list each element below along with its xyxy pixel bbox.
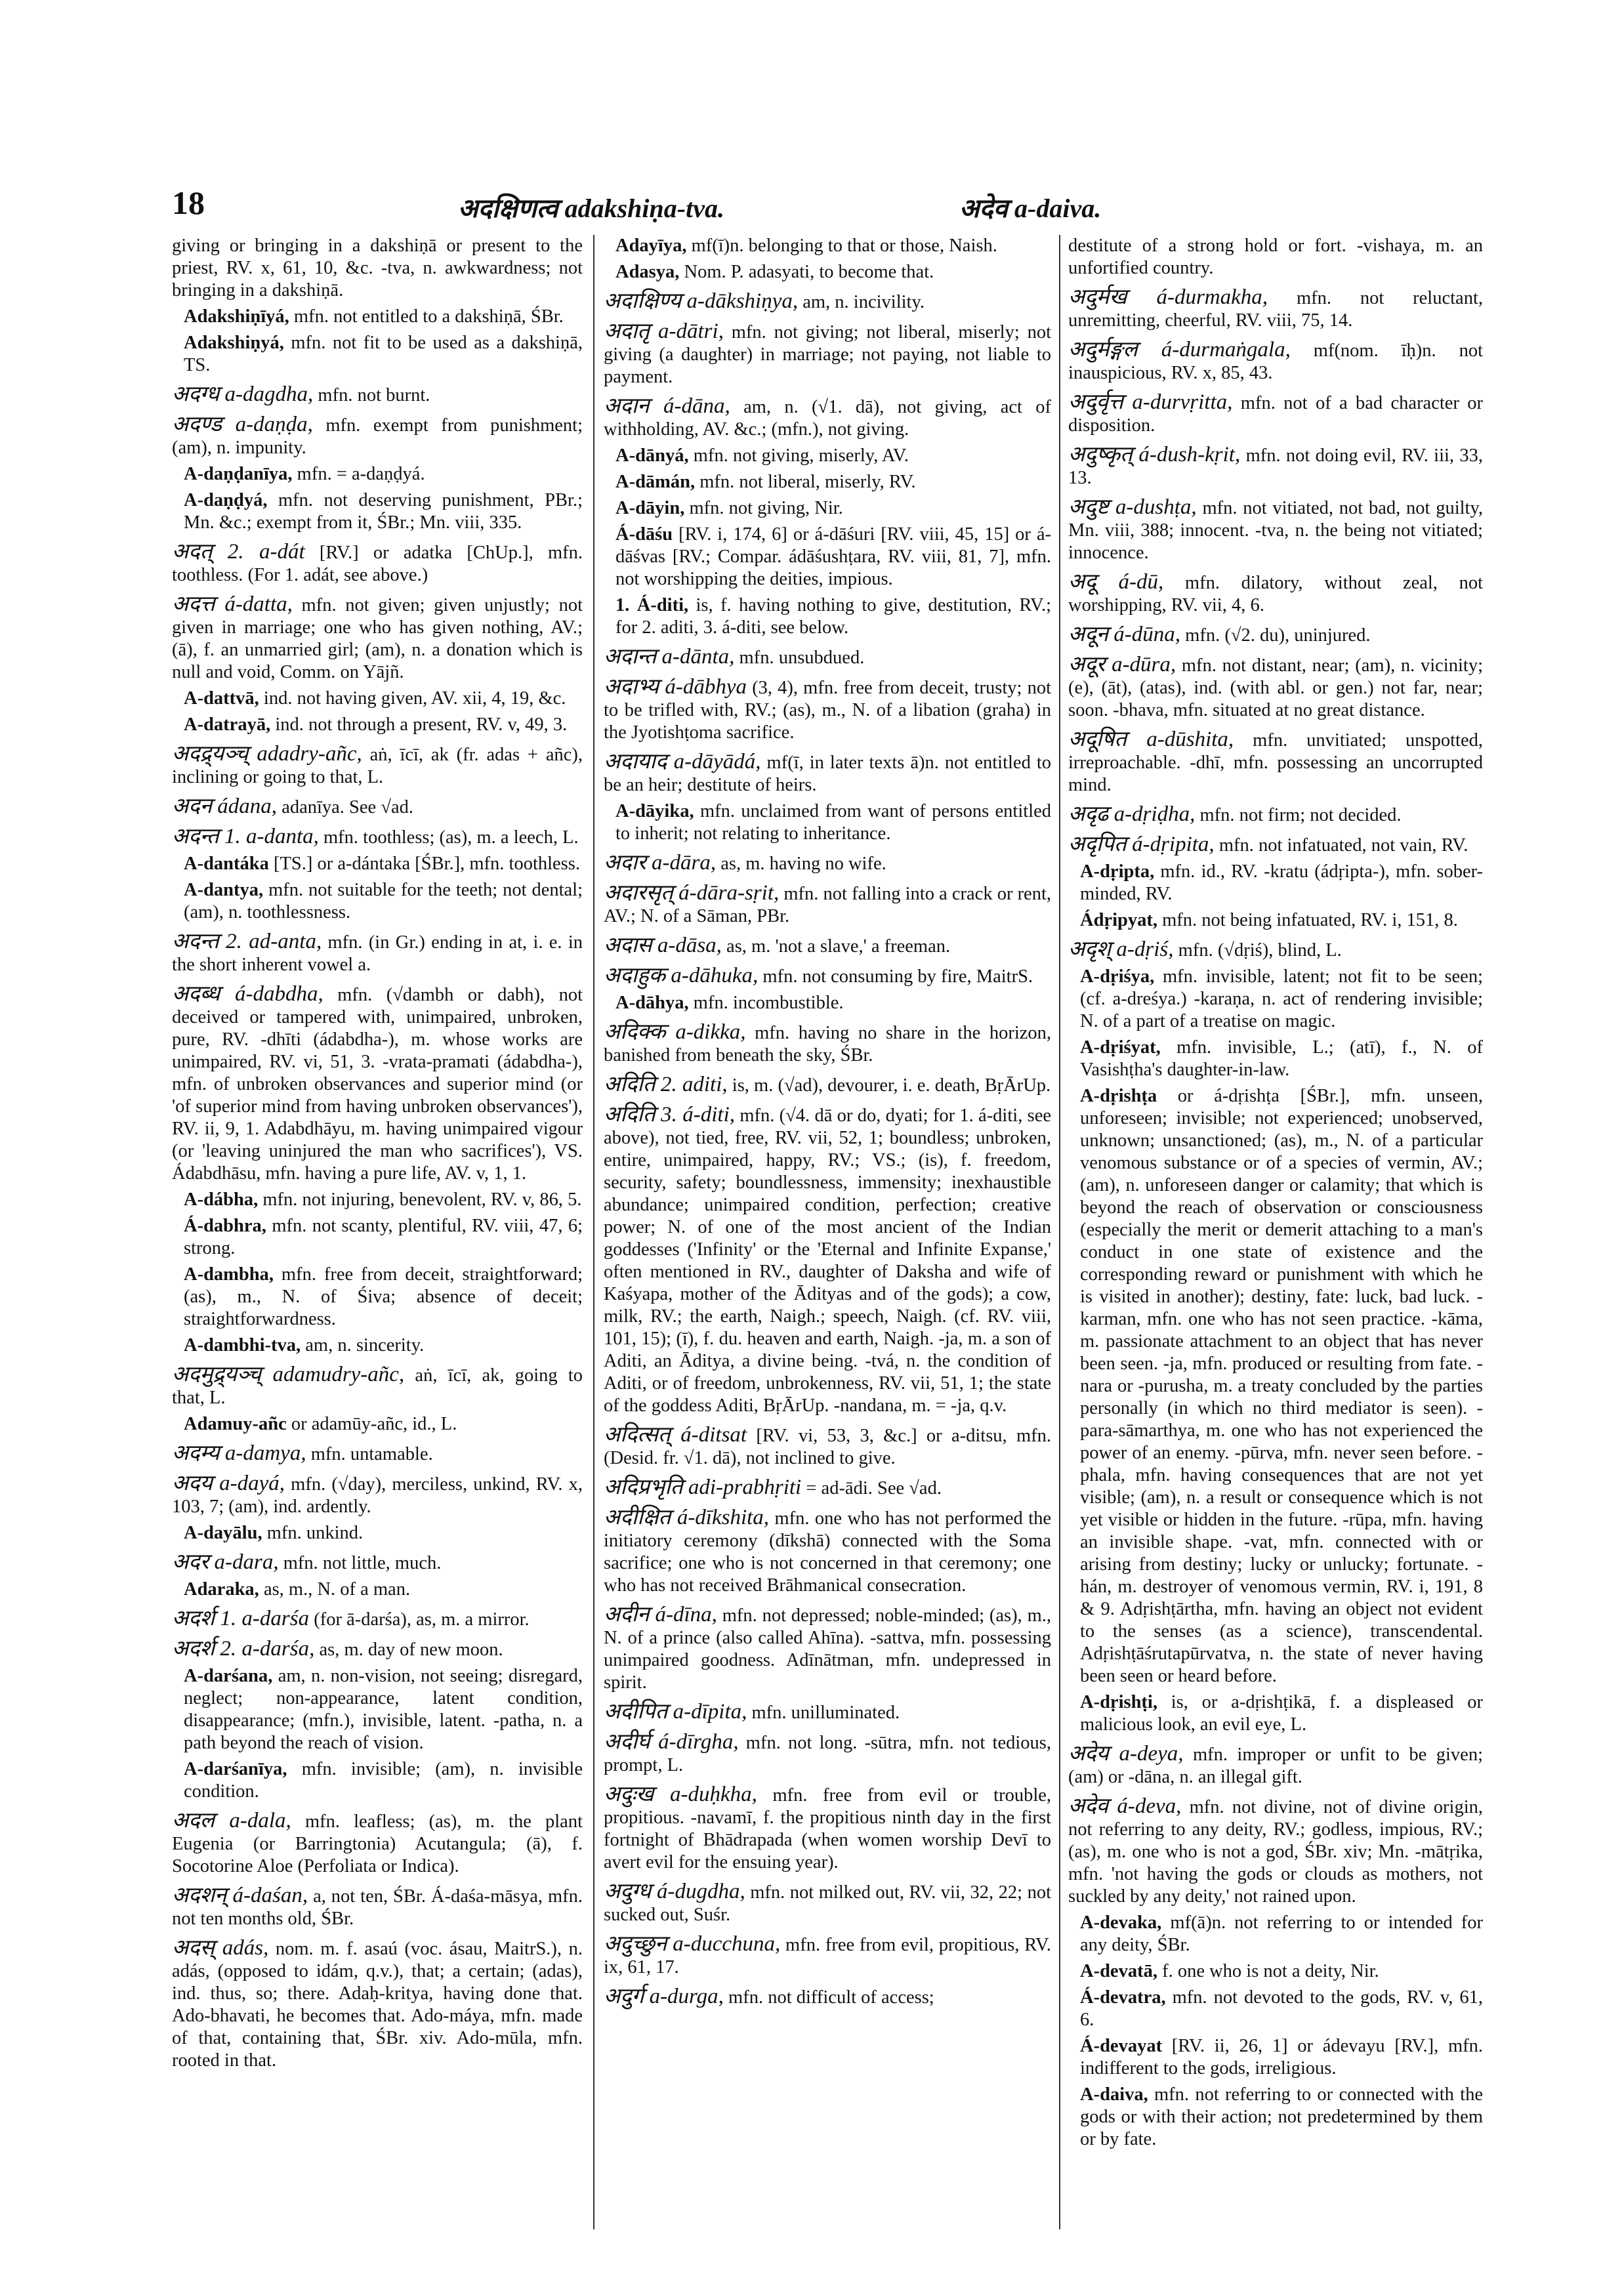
dictionary-entry: [1068, 1037, 1483, 1081]
dictionary-entry: [172, 930, 583, 976]
dictionary-entry: [604, 852, 1051, 875]
entry-definition: mfn. not giving, Nir.: [689, 498, 843, 518]
entry-headword: अदेय a-deya,: [1068, 1742, 1184, 1766]
dictionary-entry: [1068, 861, 1483, 905]
dictionary-entry: [1068, 1691, 1483, 1736]
dictionary-entry: [604, 445, 1051, 467]
dictionary-entry: [172, 853, 583, 875]
entry-definition: mfn. not reluctant, unremitting, cheerful, RV. viii, 75, 14.: [1068, 288, 1483, 331]
dictionary-entry: [172, 1264, 583, 1331]
dictionary-entry: [172, 413, 583, 459]
dictionary-entry: [604, 235, 1051, 257]
entry-definition: mfn. not scanty, plentiful, RV. viii, 47, 6; strong.: [184, 1216, 583, 1258]
entry-definition: mfn. not milked out, RV. vii, 32, 22; not sucked out, Suśr.: [604, 1882, 1051, 1925]
dictionary-entry: [172, 1884, 583, 1930]
dictionary-entry: [1068, 391, 1483, 437]
entry-headword: अदिक्क a-dikka,: [604, 1020, 746, 1044]
entry-headword: अदल a-dala,: [172, 1809, 291, 1832]
page-header: [172, 184, 1432, 230]
entry-definition: mfn. = a-daṇḍyá.: [297, 464, 425, 484]
dictionary-entry: [604, 1424, 1051, 1470]
entry-definition: mfn. not doing evil, RV. iii, 33, 13.: [1068, 445, 1483, 488]
entry-headword: अदग्ध a-dagdha,: [172, 382, 314, 406]
entry-definition: is, f. having nothing to give, destitution, RV.; for 2. aditi, 3. á-diti, see below.: [615, 595, 1051, 638]
entry-definition: destitute of a strong hold or fort. -vishaya, m. an unfortified country.: [1068, 236, 1483, 278]
entry-definition: mfn. invisible, latent; not fit to be seen; (cf. a-dreśya.) -karaṇa, n. act of rendering invisible; N. of a part of a treatise on magic.: [1080, 966, 1483, 1031]
entry-headword: A-dayālu,: [184, 1523, 262, 1543]
dictionary-entry: [1068, 966, 1483, 1033]
entry-definition: mfn. not suitable for the teeth; not dental; (am), n. toothlessness.: [184, 880, 583, 922]
entry-headword: Adasya,: [615, 262, 680, 282]
column-divider: [593, 235, 594, 2229]
entry-headword: अदुर्वृत्त a-durvṛitta,: [1068, 390, 1233, 414]
entry-headword: अदान्त a-dānta,: [604, 645, 735, 669]
column-divider: [1059, 235, 1060, 2229]
entry-definition: mfn. not liberal, miserly, RV.: [699, 472, 916, 492]
entry-definition: mfn. unsubdued.: [739, 648, 865, 668]
dictionary-entry: [172, 1363, 583, 1409]
entry-headword: अदुर्मङ्गल á-durmaṅgala,: [1068, 338, 1291, 362]
entry-headword: अदर्श 1. a-darśa: [172, 1607, 310, 1630]
dictionary-entry: [172, 306, 583, 328]
entry-definition: mfn. not depressed; noble-minded; (as), m., N. of a prince (also called Ahīna). -sattva, mfn. possessing unimpaired goodness. Adīnātman, mfn. undepressed in spirit.: [604, 1605, 1051, 1693]
entry-headword: अदास a-dāsa,: [604, 934, 722, 957]
dictionary-entry: [172, 688, 583, 710]
dictionary-entry: [1068, 1795, 1483, 1908]
entry-definition: [RV. vi, 53, 3, &c.] or a-ditsu, mfn. (Desid. fr. √1. dā), not inclined to give.: [604, 1426, 1051, 1468]
entry-definition: as, m. 'not a slave,' a freeman.: [726, 936, 951, 957]
entry-definition: mfn. not fit to be used as a dakshiṇā, TS.: [184, 333, 583, 375]
dictionary-entry: [1068, 2084, 1483, 2151]
entry-definition: or adamūy-añc, id., L.: [291, 1414, 457, 1434]
entry-headword: Adaraka,: [184, 1579, 259, 1600]
entry-definition: aṅ, īcī, ak, going to that, L.: [172, 1365, 583, 1408]
dictionary-entry: [172, 1758, 583, 1803]
entry-headword: अदद्र्यञ्च् adadry-añc,: [172, 742, 362, 766]
entry-definition: Nom. P. adasyati, to become that.: [684, 262, 934, 282]
entry-definition: mfn. not giving; not liberal, miserly; not giving (a daughter) in marriage; not paying, not liable to payment.: [604, 322, 1051, 387]
entry-definition: am, n. non-vision, not seeing; disregard, neglect; non-appearance, latent condition, disappearance; (mfn.), invisible, latent. -patha, n. a path beyond the reach of vision.: [184, 1666, 583, 1753]
entry-headword: Á-dāśu: [615, 524, 673, 545]
entry-headword: अदर्श 2. a-darśa,: [172, 1637, 315, 1661]
entry-headword: अदय a-dayá,: [172, 1472, 285, 1495]
entry-headword: A-darśana,: [184, 1666, 273, 1686]
entry-headword: अदून á-dūna,: [1068, 623, 1181, 646]
entry-definition: mfn. unvitiated; unspotted, irreproachable. -dhī, mfn. possessing an uncorrupted mind.: [1068, 730, 1483, 795]
entry-definition: as, m. having no wife.: [720, 854, 886, 874]
dictionary-entry: [604, 1476, 1051, 1500]
entry-headword: अदत्त á-datta,: [172, 592, 293, 616]
entry-headword: अदन ádana,: [172, 795, 278, 818]
dictionary-entry: [172, 1334, 583, 1357]
dictionary-entry: [1068, 623, 1483, 647]
entry-headword: अदस् adás,: [172, 1936, 269, 1960]
entry-headword: A-dṛiśya,: [1080, 966, 1155, 987]
entry-definition: mf(ī)n. belonging to that or those, Naish.: [691, 236, 997, 256]
dictionary-entry: [604, 882, 1051, 928]
entry-headword: A-daṇḍyá,: [184, 490, 268, 510]
column-1: [172, 235, 583, 2229]
entry-headword: अदान á-dāna,: [604, 394, 730, 418]
dictionary-entry: [604, 676, 1051, 744]
entry-definition: mfn. incombustible.: [693, 993, 844, 1013]
dictionary-entry: [604, 497, 1051, 520]
dictionary-entry: [604, 471, 1051, 493]
dictionary-entry: [604, 261, 1051, 283]
dictionary-entry: [172, 1522, 583, 1544]
dictionary-entry: [604, 395, 1051, 441]
dictionary-entry: [1068, 728, 1483, 796]
entry-headword: Adakshiṇyá,: [184, 333, 284, 353]
dictionary-entry: [172, 1551, 583, 1575]
entry-definition: mfn. not of a bad character or disposition.: [1068, 393, 1483, 436]
dictionary-entry: [172, 1809, 583, 1878]
entry-headword: अदुःख a-duḥkha,: [604, 1783, 757, 1806]
entry-definition: mfn. (√dambh or dabh), not deceived or tampered with, unimpaired, unbroken, pure, RV. -dhīti (ádabdha-), m. whose works are unimpaired, RV. vi, 51, 3. -vrata-pramati (ádabdha-), mfn. of unbroken observances and superior mind (or 'of superior mind from having unbroken observances'), RV. ii, 9, 1. Adabdhāyu, m. having unimpaired vigour (or 'leaving uninjured the man who sacrifices'), VS. Ádabdhāsu, mfn. having a pure life, AV. v, 1, 1.: [172, 985, 583, 1184]
entry-definition: aṅ, īcī, ak (fr. adas + añc), inclining or going to that, L.: [172, 745, 583, 787]
entry-headword: अदृढ a-dṛiḍha,: [1068, 802, 1196, 826]
entry-definition: mfn. unclaimed from want of persons entitled to inherit; not relating to inheritance.: [615, 801, 1051, 844]
entry-definition: mfn. one who has not performed the initiatory ceremony (dīkshā) connected with the Soma sacrifice; one who is not concerned in that ceremony; one who has not received Brāhmanical consecration.: [604, 1508, 1051, 1596]
entry-headword: अदम्य a-damya,: [172, 1441, 306, 1465]
entry-definition: mfn. not falling into a crack or rent, AV.; N. of a Sāman, PBr.: [604, 884, 1051, 926]
entry-definition: (3, 4), mfn. free from deceit, trusty; not to be trifled with, RV.; (as), m., N. of a libation (graha) in the Jyotishṭoma sacrifice.: [604, 678, 1051, 743]
entry-headword: Á-dabhra,: [184, 1216, 266, 1236]
dictionary-entry: [604, 992, 1051, 1014]
dictionary-entry: [172, 983, 583, 1185]
entry-definition: [RV. ii, 26, 1] or ádevayu [RV.], mfn. indifferent to the gods, irreligious.: [1080, 2036, 1483, 2078]
dictionary-entry: [1068, 833, 1483, 857]
entry-headword: अदण्ड a-daṇḍa,: [172, 413, 313, 436]
entry-headword: A-devatā,: [1080, 1961, 1157, 1981]
dictionary-entry: [1068, 2035, 1483, 2080]
entry-definition: a, not ten, ŚBr. Á-daśa-māsya, mfn. not ten months old, ŚBr.: [172, 1886, 583, 1929]
entry-definition: mfn. improper or unfit to be given; (am) or -dāna, n. an illegal gift.: [1068, 1745, 1483, 1787]
entry-definition: mfn. dilatory, without zeal, not worshipping, RV. vii, 4, 6.: [1068, 573, 1483, 615]
entry-headword: अदुर्मख á-durmakha,: [1068, 285, 1268, 309]
entry-headword: A-daiva,: [1080, 2084, 1148, 2105]
entry-definition: mfn. not little, much.: [283, 1553, 442, 1573]
entry-definition: mfn. (in Gr.) ending in at, i. e. in the short inherent vowel a.: [172, 932, 583, 975]
entry-headword: अदातृ a-dātri,: [604, 320, 724, 343]
entry-headword: अदेव á-deva,: [1068, 1794, 1182, 1818]
entry-headword: अदीक्षित á-dīkshita,: [604, 1506, 770, 1529]
entry-definition: adanīya. See √ad.: [281, 797, 413, 817]
dictionary-entry: [604, 594, 1051, 639]
entry-headword: अदिति 2. aditi,: [604, 1073, 728, 1096]
entry-headword: 1. Á-diti,: [615, 595, 689, 615]
dictionary-entry: [604, 800, 1051, 845]
entry-headword: अदूर a-dūra,: [1068, 653, 1176, 676]
running-head-left: अदक्षिणत्व adakshiṇa-tva.: [458, 194, 724, 223]
dictionary-entry: [1068, 653, 1483, 722]
entry-headword: अदुग्ध á-dugdha,: [604, 1880, 745, 1903]
dictionary-entry: [172, 235, 583, 302]
entry-headword: अदाभ्य á-dābhya: [604, 675, 747, 699]
dictionary-entry: [172, 1579, 583, 1601]
entry-definition: am, n. (√1. dā), not giving, act of withholding, AV. &c.; (mfn.), not giving.: [604, 397, 1051, 440]
entry-headword: A-dāmán,: [615, 472, 696, 492]
dictionary-entry: [172, 1442, 583, 1466]
dictionary-entry: [1068, 1912, 1483, 1956]
dictionary-entry: [172, 1215, 583, 1260]
entry-headword: अदुच्छुन a-ducchuna,: [604, 1932, 781, 1956]
entry-definition: mfn. not deserving punishment, PBr.; Mn. &c.; exempt from it, ŚBr.; Mn. viii, 335.: [184, 490, 583, 533]
entry-definition: nom. m. f. asaú (voc. ásau, MaitrS.), n. adás, (opposed to idám, q.v.), that; a certain; (adas), ind. thus, so; there. Adaḥ-kritya, having done that. Ado-bhavati, he becomes that. Ado-máya, mfn. made of that, containing that, ŚBr. xiv. Ado-mūla, mfn. rooted in that.: [172, 1939, 583, 2071]
entry-headword: अदीर्घ á-dīrgha,: [604, 1730, 739, 1754]
entry-definition: mf(ī, in later texts ā)n. not entitled to be an heir; destitute of heirs.: [604, 753, 1051, 795]
entry-headword: A-dṛishṭa: [1080, 1086, 1157, 1106]
dictionary-entry: [172, 1607, 583, 1631]
entry-definition: = ad-ādi. See √ad.: [806, 1478, 942, 1499]
entry-definition: mfn. (√day), merciless, unkind, RV. x, 103, 7; (am), ind. ardently.: [172, 1474, 583, 1517]
entry-definition: mfn. free from deceit, straightforward; (as), m., N. of Śiva; absence of deceit; straightforwardness.: [184, 1264, 583, 1329]
entry-definition: as, m. day of new moon.: [319, 1640, 503, 1660]
dictionary-entry: [172, 383, 583, 407]
entry-definition: mfn. invisible, L.; (atī), f., N. of Vasishṭha's daughter-in-law.: [1080, 1037, 1483, 1080]
entry-definition: mfn. not entitled to a dakshiṇā, ŚBr.: [293, 306, 564, 327]
entry-definition: mfn. unkind.: [266, 1523, 364, 1543]
entry-definition: f. one who is not a deity, Nir.: [1162, 1961, 1379, 1981]
entry-headword: A-dambhi-tva,: [184, 1335, 301, 1355]
entry-headword: अदिप्रभृति adi-prabhṛiti: [604, 1476, 802, 1499]
entry-headword: अदीन á-dīna,: [604, 1603, 717, 1626]
dictionary-entry: [172, 489, 583, 534]
entry-headword: A-dantya,: [184, 880, 264, 900]
dictionary-entry: [1068, 1987, 1483, 2031]
dictionary-entry: [1068, 571, 1483, 617]
entry-headword: A-daṇḍanīya,: [184, 464, 293, 484]
dictionary-entry: [604, 1073, 1051, 1097]
entry-definition: [TS.] or a-dántaka [ŚBr.], mfn. toothless.: [274, 854, 580, 874]
entry-headword: Adakshiṇīyá,: [184, 306, 289, 327]
entry-headword: A-dambha,: [184, 1264, 274, 1285]
entry-definition: mfn. unilluminated.: [751, 1703, 900, 1723]
entry-definition: mfn. not vitiated, not bad, not guilty, Mn. viii, 388; innocent. -tva, n. the being not vitiated; innocence.: [1068, 498, 1483, 563]
entry-headword: अदर a-dara,: [172, 1550, 279, 1574]
entry-definition: mfn. (√dṛiś), blind, L.: [1178, 940, 1342, 961]
dictionary-entry: [172, 825, 583, 849]
dictionary-entry: [604, 934, 1051, 958]
entry-definition: mfn. not infatuated, not vain, RV.: [1218, 835, 1468, 856]
dictionary-entry: [1068, 339, 1483, 384]
entry-definition: (for ā-darśa), as, m. a mirror.: [314, 1609, 530, 1630]
entry-headword: Adamuy-añc: [184, 1414, 287, 1434]
entry-definition: mfn. (√2. du), uninjured.: [1185, 625, 1371, 646]
entry-headword: A-dattvā,: [184, 688, 259, 709]
dictionary-entry: [172, 463, 583, 486]
entry-headword: A-dāyin,: [615, 498, 685, 518]
entry-definition: or á-dṛishṭa [ŚBr.], mfn. unseen, unforeseen; invisible; not experienced; unobserved, unknown; unsanctioned; (as), m., N. of a particular venomous substance or of a species of vermin, AV.; (am), n. unforeseen danger or calamity; that which is beyond the reach of observation or consciousness (especially the merit or demerit attaching to a man's conduct in one state of existence and the corresponding reward or punishment with which he is visited in another); destiny, fate: luck, bad luck. -karman, mfn. one who has not seen practice. -kāma, m. passionate attachment to an object that has never been seen. -ja, mfn. produced or resulting from fate. -nara or -purusha, m. a treaty concluded by the parties personally (in which no third mediator is seen). -para-sāmarthya, m. one who has not experienced the power of an enemy. -pūrva, mfn. never seen before. -phala, mfn. having consequences that are not yet visible; (am), n. a result or consequence which is not yet visible or hidden in the future. -rūpa, mfn. having an invisible shape. -vat, mfn. connected with or arising from destiny; lucky or unlucky; fortunate. -hán, m. destroyer of venomous vermin, RV. i, 191, 8 & 9. Adṛishṭārtha, mfn. having an object not evident to the senses (as a science), transcendental. Adṛishṭāśrutapūrvatva, n. the state of never having been seen or heard before.: [1080, 1086, 1483, 1686]
entry-headword: अदन्त 1. a-danta,: [172, 825, 319, 848]
entry-definition: mf(ā)n. not referring to or intended for any deity, ŚBr.: [1080, 1912, 1483, 1955]
entry-definition: mfn. not consuming by fire, MaitrS.: [762, 966, 1033, 987]
entry-headword: अदीपित a-dīpita,: [604, 1700, 747, 1724]
dictionary-entry: [172, 1472, 583, 1518]
entry-definition: mfn. id., RV. -kratu (ádṛipta-), mfn. sober-minded, RV.: [1080, 861, 1483, 904]
dictionary-entry: [604, 1021, 1051, 1067]
entry-headword: अदाहुक a-dāhuka,: [604, 964, 759, 987]
dictionary-entry: [604, 1731, 1051, 1777]
entry-headword: अदुर्ग a-durga,: [604, 1985, 724, 2008]
entry-definition: am, n. incivility.: [802, 292, 925, 312]
dictionary-entry: [604, 524, 1051, 590]
page-number: 18: [172, 184, 205, 221]
entry-headword: A-dṛipta,: [1080, 861, 1155, 882]
entry-definition: mfn. untamable.: [310, 1444, 433, 1464]
entry-definition: mfn. not referring to or connected with the gods or with their action; not predetermined by them or by fate.: [1080, 2084, 1483, 2149]
dictionary-entry: [172, 541, 583, 587]
dictionary-entry: [604, 1506, 1051, 1597]
dictionary-entry: [1068, 286, 1483, 332]
dictionary-entry: [1068, 1085, 1483, 1687]
entry-definition: mfn. not firm; not decided.: [1199, 805, 1402, 825]
dictionary-entry: [604, 290, 1051, 314]
entry-headword: अदृश् a-dṛiś,: [1068, 938, 1174, 961]
entry-headword: अदन्त 2. ad-anta,: [172, 930, 322, 953]
entry-headword: A-dāhya,: [615, 993, 689, 1013]
entry-headword: अदृपित á-dṛipita,: [1068, 833, 1215, 856]
dictionary-entry: [172, 1638, 583, 1661]
dictionary-entry: [604, 964, 1051, 988]
entry-headword: अदुष्कृत् á-dush-kṛit,: [1068, 443, 1241, 466]
entry-definition: [RV.] or adatka [ChUp.], mfn. toothless. (For 1. adát, see above.): [172, 543, 583, 585]
entry-definition: mfn. exempt from punishment; (am), n. impunity.: [172, 415, 583, 458]
dictionary-entry: [1068, 444, 1483, 489]
entry-headword: A-datrayā,: [184, 714, 271, 735]
dictionary-entry: [172, 795, 583, 819]
dictionary-entry: [172, 332, 583, 377]
dictionary-entry: [172, 1413, 583, 1436]
entry-definition: mfn. not divine, not of divine origin, not referring to any deity, RV.; godless, impious, RV.; (as), m. one who is not a god, ŚBr. xiv; Mn. -mātṛika, mfn. 'not having the gods or clouds as mothers, not suckled by any deity,' not rained upon.: [1068, 1797, 1483, 1907]
entry-definition: is, or a-dṛishṭikā, f. a displeased or malicious look, an evil eye, L.: [1080, 1692, 1483, 1735]
entry-definition: mf(nom. īḥ)n. not inauspicious, RV. x, 85, 43.: [1068, 341, 1483, 383]
entry-headword: A-dábha,: [184, 1189, 259, 1210]
dictionary-entry: [604, 1603, 1051, 1694]
entry-definition: mfn. not being infatuated, RV. i, 151, 8.: [1162, 910, 1458, 930]
dictionary-entry: [604, 1104, 1051, 1417]
dictionary-entry: [604, 1933, 1051, 1979]
dictionary-entry: [604, 1880, 1051, 1926]
entry-definition: mfn. invisible; (am), n. invisible condition.: [184, 1759, 583, 1802]
entry-definition: ind. not through a present, RV. v, 49, 3.: [275, 714, 568, 735]
entry-definition: mfn. not burnt.: [318, 385, 430, 405]
entry-definition: is, m. (√ad), devourer, i. e. death, BṛĀrUp.: [732, 1075, 1051, 1096]
entry-headword: अदू á-dū,: [1068, 570, 1164, 594]
dictionary-entry: [604, 1701, 1051, 1724]
dictionary-entry: [172, 593, 583, 684]
entry-headword: Adayīya,: [615, 236, 687, 256]
entry-headword: A-dānyá,: [615, 445, 689, 466]
entry-headword: A-dantáka: [184, 854, 269, 874]
column-3: [1068, 235, 1483, 2229]
dictionary-entry: [1068, 235, 1483, 279]
entry-definition: mfn. toothless; (as), m. a leech, L.: [323, 827, 579, 848]
dictionary-entry: [604, 320, 1051, 388]
entry-definition: as, m., N. of a man.: [263, 1579, 411, 1600]
entry-headword: अदिति 3. á-diti,: [604, 1103, 735, 1127]
dictionary-entry: [172, 1937, 583, 2072]
dictionary-entry: [172, 1665, 583, 1754]
entry-definition: ind. not having given, AV. xii, 4, 19, &c.: [263, 688, 566, 709]
dictionary-entry: [604, 646, 1051, 669]
entry-definition: [RV. i, 174, 6] or á-dāśuri [RV. viii, 45, 15] or á-dāśvas [RV.; Compar. ádāśushṭara, RV. viii, 81, 7], mfn. not worshipping the deities, impious.: [615, 524, 1051, 589]
entry-definition: mfn. having no share in the horizon, banished from beneath the sky, ŚBr.: [604, 1023, 1051, 1065]
entry-headword: अदुष्ट a-dushṭa,: [1068, 495, 1197, 519]
entry-definition: mfn. free from evil, propitious, RV. ix, 61, 17.: [604, 1935, 1051, 1977]
entry-definition: mfn. leafless; (as), m. the plant Eugenia (or Barringtonia) Acutangula; (ā), f. Socotorine Aloe (Perfoliata or Indica).: [172, 1811, 583, 1876]
entry-headword: Á-devatra,: [1080, 1987, 1166, 2008]
running-head-right: अदेव a-daiva.: [959, 194, 1102, 223]
entry-definition: mfn. free from evil or trouble, propitious. -navamī, f. the propitious ninth day in the first fortnight of Bhādrapada (when women worship Devī to avert evil for the ensuing year).: [604, 1785, 1051, 1872]
entry-headword: अदित्सत् á-ditsat: [604, 1423, 747, 1447]
entry-headword: A-darśanīya,: [184, 1759, 287, 1779]
entry-headword: A-dṛishṭi,: [1080, 1692, 1157, 1712]
dictionary-entry: [604, 751, 1051, 796]
dictionary-entry: [1068, 496, 1483, 564]
dictionary-entry: [1068, 1743, 1483, 1788]
entry-definition: mfn. not devoted to the gods, RV. v, 61, 6.: [1080, 1987, 1483, 2030]
entry-headword: A-dāyika,: [615, 801, 694, 821]
entry-headword: अदार a-dāra,: [604, 851, 717, 875]
entry-headword: अदत् 2. a-dát: [172, 540, 305, 564]
entry-headword: Ádṛipyat,: [1080, 910, 1157, 930]
entry-definition: mfn. not given; given unjustly; not given in marriage; one who has given nothing, AV.; (ā), f. an unmarried girl; (am), n. a donation which is null and void, Comm. on Yājñ.: [172, 595, 583, 682]
entry-definition: giving or bringing in a dakshiṇā or present to the priest, RV. x, 61, 10, &c. -tva, n. awkwardness; not bringing in a dakshiṇā.: [172, 236, 583, 300]
entry-headword: अदब्ध á-dabdha,: [172, 982, 323, 1006]
entry-headword: A-dṛiśyat,: [1080, 1037, 1161, 1058]
dictionary-entry: [1068, 938, 1483, 962]
dictionary-entry: [172, 879, 583, 924]
entry-definition: mfn. not difficult of access;: [728, 1987, 934, 2008]
entry-headword: अदाक्षिण्य a-dākshiṇya,: [604, 289, 799, 313]
entry-definition: mfn. not injuring, benevolent, RV. v, 86, 5.: [262, 1189, 582, 1210]
dictionary-entry: [1068, 909, 1483, 932]
entry-definition: mfn. (√4. dā or do, dyati; for 1. á-diti, see above), not tied, free, RV. vii, 52, 1; boundless; unbroken, entire, unimpaired, happy, RV.; VS.; (is), f. freedom, security, safety; boundlessness, immensity; inexhaustible abundance; unimpaired condition, perfection; creative power; N. of one of the most ancient of the Indian goddesses ('Infinity' or the 'Eternal and Infinite Expanse,' often mentioned in RV., daughter of Daksha and wife of Kaśyapa, mother of the Ādityas and of the gods); a cow, milk, RV.; the earth, Naigh.; speech, Naigh. (cf. RV. viii, 101, 15); (ī), f. du. heaven and earth, Naigh. -ja, m. a son of Aditi, an Āditya, a divine being. -tvá, n. the condition of Aditi, or of freedom, unbrokenness, RV. vii, 51, 1; the state of the goddess Aditi, BṛĀrUp. -nandana, m. = -ja, q.v.: [604, 1106, 1051, 1416]
entry-definition: mfn. not long. -sūtra, mfn. not tedious, prompt, L.: [604, 1733, 1051, 1775]
entry-headword: Á-devayat: [1080, 2036, 1163, 2056]
dictionary-entry: [172, 743, 583, 789]
entry-definition: mfn. not distant, near; (am), n. vicinity; (e), (āt), (atas), ind. (with abl. or gen.) not far, near; soon. -bhava, mfn. situated at no great distance.: [1068, 655, 1483, 720]
entry-headword: अदूषित a-dūshita,: [1068, 728, 1234, 751]
column-2: [604, 235, 1051, 2229]
entry-headword: अदारसृत् á-dāra-sṛit,: [604, 881, 780, 905]
dictionary-entry: [1068, 1960, 1483, 1983]
dictionary-entry: [172, 1189, 583, 1211]
dictionary-entry: [1068, 803, 1483, 827]
dictionary-entry: [604, 1783, 1051, 1874]
entry-headword: A-devaka,: [1080, 1912, 1162, 1933]
entry-headword: अदायाद a-dāyādá,: [604, 750, 761, 774]
entry-definition: am, n. sincerity.: [305, 1335, 425, 1355]
dictionary-entry: [604, 1985, 1051, 2009]
entry-headword: अदमुद्र्यञ्च् adamudry-añc,: [172, 1363, 405, 1386]
entry-headword: अदशन् á-daśan,: [172, 1884, 308, 1907]
entry-definition: mfn. not giving, miserly, AV.: [693, 445, 909, 466]
dictionary-entry: [172, 714, 583, 736]
